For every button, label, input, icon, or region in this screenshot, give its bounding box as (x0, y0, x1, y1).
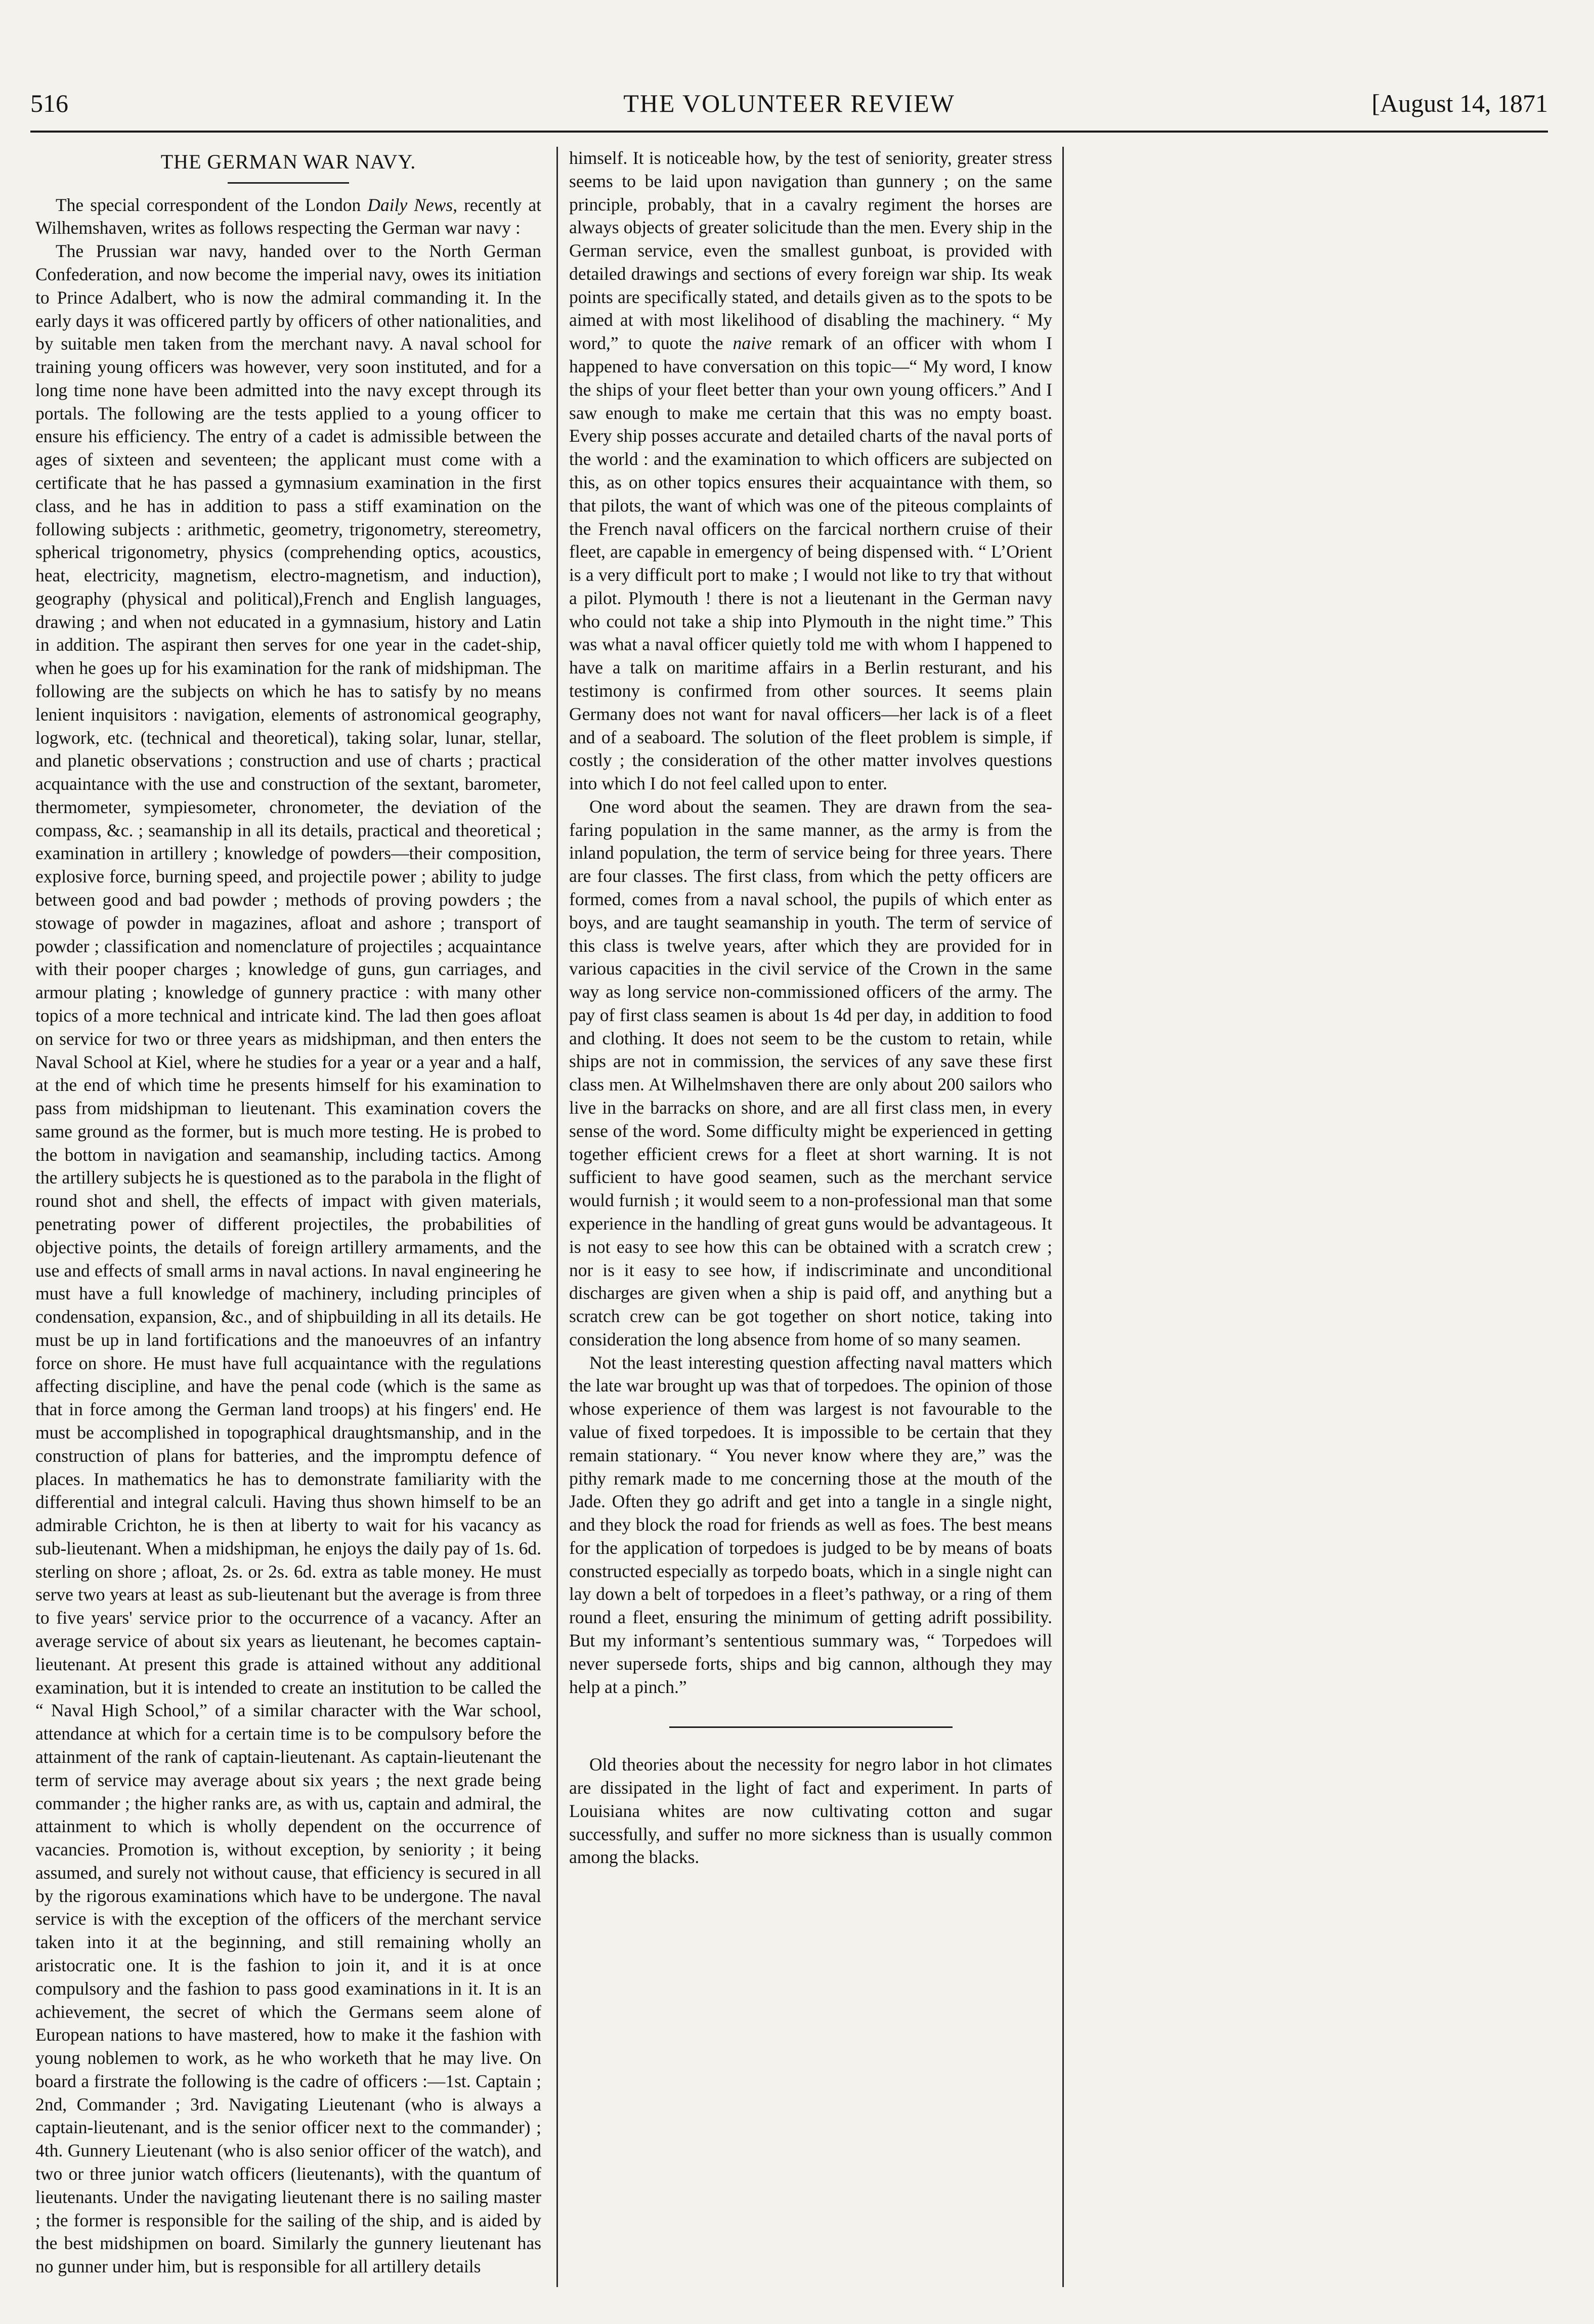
news-item: Old theories about the necessity for negro labor in hot climates are dissipated in the light of fact and experiment. In parts of Louisiana whites are now cultivating cotton and sugar successfully, and suffer no more sickness than is usually common among the blacks. (569, 1754, 1052, 1868)
newspaper-name: Daily News, (367, 194, 458, 215)
column-rule (556, 147, 558, 2287)
publication-title: THE VOLUNTEER REVIEW (623, 89, 955, 117)
italic-word: naive (733, 333, 772, 354)
page-number: 516 (30, 89, 68, 117)
headline-rule (228, 182, 349, 184)
article-paragraph (569, 147, 1052, 795)
paragraph-text-end: remark of an officer with whom I happened to have conversation on this topic—“ My word, I know the ships of your fleet better than your own young officers.” And I saw enough to make me certain that this was no empty boast. Every ship posses accurate and detailed charts of the naval ports of the world : and the examination to which officers are subjected on this, as on other topics ensures their acquaintance with them, so that pilots, the want of which was one of the piteous complaints of the French naval officers on the farcical northern cruise of their fleet, are capable in emergency of being dispensed with. “ L’Orient is a very difficult port to make ; I would not like to try that without a pilot. Plymouth ! there is not a lieutenant in the German navy who could not take a ship into Plymouth in the night time.” This was what a naval officer quietly told me with whom I happened to have a talk on maritime affairs in a Berlin resturant, and his testimony is confirmed from other sources. It seems plain Germany does not want for naval officers—her lack is of a fleet and of a seaboard. The solution of the fleet problem is simple, if costly ; the consideration of the other matter involves questions into which I do not feel called upon to enter. (569, 333, 1052, 794)
header-rule (30, 131, 1548, 133)
paragraph-text: The Prussian war navy, handed over to the North German Confederation, and now become the imperial navy, owes its initiation to Prince Adalbert, who is now the admiral commanding it. In the early days it was officered partly by officers of other nationalities, and by suitable men taken from the merchant navy. A naval school for training young officers was however, very soon instituted, and for a long time none have been admitted into the navy except through its portals. The following are the tests applied to a young officer to ensure his efficiency. The entry of a cadet is admissible between the ages of sixteen and seventeen; the applicant must come with a certificate that he has passed a gymnasium examination in the first class, and he has in addition to pass a stiff examination on the following subjects : arithmetic, geometry, trigonometry, stereometry, spherical trigonometry, physics (comprehending optics, acoustics, heat, electricity, magnetism, electro-magnetism, and induction), geography (physical and political),French and English languages, drawing ; and when not educated in a gymnasium, history and Latin in addition. The aspirant then serves for one year in the cadet-ship, when he goes up for his examination for the rank of midshipman. The following are the subjects on which he has to satisfy by no means lenient inquisitors : navigation, elements of astronomical geography, logwork, etc. (technical and theoretical), taking solar, lunar, stellar, and planetic observations ; construction and use of charts ; practical acquaintance with the use and construction of the sextant, barometer, thermometer, sympiesometer, chronometer, the deviation of the compass, &c. ; seamanship in all its details, practical and theoretical ; examination in artillery ; knowledge of powders—their composition, explosive force, burning speed, and projectile power ; ability to judge between good and bad powder ; methods of proving powders ; the stowage of powder in magazines, afloat and ashore ; transport of powder ; classification and nomenclature of projectiles ; acquaintance with their pooper charges ; knowledge of guns, gun carriages, and armour plating ; knowledge of gunnery practice : with many other topics of a more technical and intricate kind. The lad then goes afloat on service for two or three years as midshipman, and then enters the Naval School at Kiel, where he studies for a year or a year and a half, at the end of which time he presents himself for his examination to pass from midshipman to lieutenant. This examination covers the same ground as the former, but is much more testing. He is probed to the bottom in navigation and seamanship, including tactics. Among the artillery subjects he is questioned as to the parabola in the flight of round shot and shell, the effects of impact with given materials, penetrating power of different projectiles, the probabilities of objective points, the details of foreign artillery armaments, and the use and effects of small arms in naval actions. In naval engineering he must have a full knowledge of machinery, including principles of condensation, expansion, &c., and of shipbuilding in all its details. He must be up in land fortifications and the manoeuvres of an infantry force on shore. He must have full acquaintance with the regulations affecting discipline, and have the penal code (which is the same as that in force among the German land troops) at his fingers' end. He must be accomplished in topographical draughtsmanship, and in the construction of plans for batteries, and the impromptu defence of places. In mathematics he has to demonstrate familiarity with the differential and integral calculi. Having thus shown himself to be an admirable Crichton, he is then at liberty to wait for his vacancy as sub-lieutenant. When a midshipman, he enjoys the daily pay of 1s. 6d. sterling on shore ; afloat, 2s. or 2s. 6d. extra as table money. He must serve two years at least as sub-lieutenant but the average is from three to five years' service prior to the occurrence of a vacancy. After an average service of about six years as lieutenant, he becomes captain-lieutenant. At present this grade is attained without any additional examination, but it is intended to create an institution to be called the “ Naval High School,” of a similar character with the War school, attendance at which for a certain time is to be compulsory before the attainment of the rank of captain-lieutenant. As captain-lieutenant the term of service may average about six years ; the next grade being commander ; the higher ranks are, as with us, captain and admiral, the attainment to which is wholly dependent on the occurrence of vacancies. Promotion is, without exception, by seniority ; it being assumed, and surely not without cause, that efficiency is secured in all by the rigorous examinations which have to be undergone. The naval service is with the exception of the officers of the merchant service taken into it at the beginning, and still remaining wholly an aristocratic one. It is the fashion to join it, and it is at once compulsory and the fashion to pass good examinations in it. It is an achievement, the secret of which the Germans seem alone of European nations to have mastered, how to make it the fashion with young noblemen to work, as he who worketh that he may live. On board a firstrate the following is the cadre of officers :—1st. Captain ; 2nd, Commander ; 3rd. Navigating Lieutenant (who is always a captain-lieutenant, and is the senior officer next to the commander) ; 4th. Gunnery Lieutenant (who is also senior officer of the watch), and two or three junior watch officers (lieutenants), with the quantum of lieutenants. Under the navigating lieutenant there is no sailing master ; the former is responsible for the sailing of the ship, and is aided by the best midshipmen on board. Similarly the gunnery lieutenant has no gunner under him, but is responsible for all artillery details (35, 241, 541, 2277)
column-rule (1062, 147, 1064, 2287)
running-head (30, 89, 1548, 129)
column-1 (35, 147, 541, 2287)
article-paragraph-torpedoes: Not the least interesting question affecting naval matters which the late war brought up was that of torpedoes. The opinion of those whose experience of them was largest is not favourable to the value of fixed torpedoes. It is impossible to be certain that they remain stationary. “ You never know where they are,” was the pithy remark made to me concerning those at the mouth of the Jade. Often they go adrift and get into a tangle in a single night, and they block the road for friends as well as foes. The best means for the application of torpedoes is judged to be by means of boats constructed especially as torpedo boats, which in a single night can lay down a belt of torpedoes in a fleet’s pathway, or a ring of them round a fleet, ensuring the minimum of getting adrift possibility. But my informant’s sententious summary was, “ Torpedoes will never supersede forts, ships and big cannon, although they may help at a pinch.” (569, 1352, 1052, 1697)
column-2 (569, 147, 1052, 2287)
intro-text: The special correspondent of the London (56, 194, 368, 215)
article-headline: THE GERMAN WAR NAVY. (160, 150, 416, 173)
issue-date: [August 14, 1871 (1371, 89, 1548, 117)
article-paragraph (35, 240, 541, 2278)
article-intro (35, 194, 541, 240)
article-separator (669, 1726, 953, 1728)
article-paragraph-seamen: One word about the seamen. They are drawn from the sea-faring population in the same manner, as the army is from the inland population, the term of service being for three years. There are four classes. The first class, from which the petty officers are formed, comes from a naval school, the pupils of which enter as boys, and are taught seamanship in youth. The term of service of this class is twelve years, after which they are provided for in various capacities in the civil service of the Crown in the same way as long service non-commissioned officers of the army. The pay of first class seamen is about 1s 4d per day, in addition to food and clothing. It does not seem to be the custom to retain, while ships are not in commission, the services of any save these first class men. At Wilhelmshaven there are only about 200 sailors who live in the barracks on shore, and are all first class men, in every sense of the word. Some difficulty might be experienced in getting together efficient crews for a fleet at short warning. It is not sufficient to have good seamen, such as the merchant service would furnish ; it would seem to a non-professional man that some experience in the handling of great guns would be advantageous. It is not easy to see how this can be obtained with a scratch crew ; nor is it easy to see how, if indiscriminate and unconditional discharges are given when a ship is paid off, and anything but a scratch crew can be got together on short notice, taking into consideration the long absence from home of so many seamen. (569, 796, 1052, 1349)
column-3 (1075, 147, 1548, 2287)
paragraph-text: himself. It is noticeable how, by the test of seniority, greater stress seems to be laid upon navigation than gunnery ; on the same principle, probably, that in a cavalry regiment the horses are always objects of greater solicitude than the men. Every ship in the German service, even the smallest gunboat, is provided with detailed drawings and sections of every foreign war ship. Its weak points are specifically stated, and details given as to the spots to be aimed at with most likelihood of disabling the machinery. “ My word,” to quote the (569, 148, 1052, 354)
intro-text-end: recently at Wilhemshaven, writes as follows respecting the German war navy : (35, 194, 541, 238)
